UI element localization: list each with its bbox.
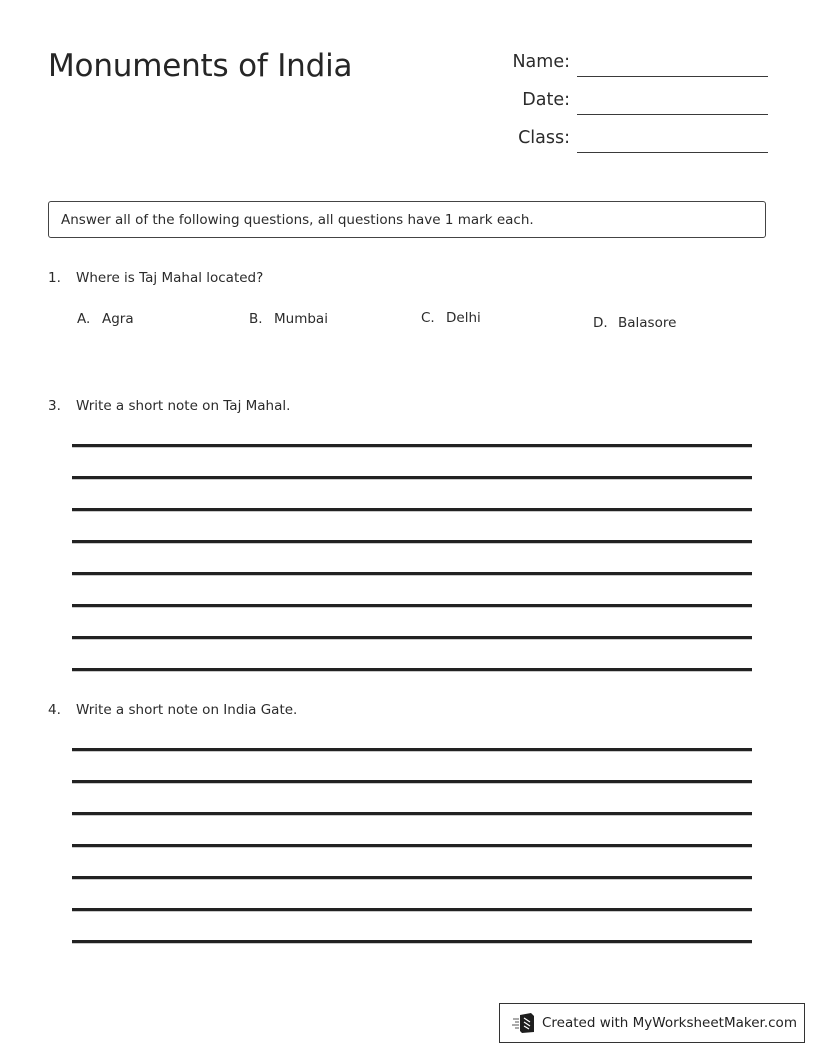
worksheet-title: Monuments of India (48, 48, 353, 84)
question-1 (48, 270, 768, 340)
answer-line (72, 812, 752, 815)
answer-line (72, 604, 752, 607)
option-text: Delhi (446, 310, 481, 326)
student-info-fields (490, 50, 770, 164)
answer-area-question-4[interactable] (72, 748, 752, 948)
class-label: Class: (518, 128, 570, 148)
date-label: Date: (522, 90, 570, 110)
answer-line (72, 780, 752, 783)
answer-line (72, 908, 752, 911)
footer-credit[interactable] (499, 1003, 805, 1043)
answer-line (72, 940, 752, 943)
option-text: Mumbai (274, 311, 328, 327)
answer-line (72, 508, 752, 511)
answer-line (72, 572, 752, 575)
question-3 (48, 398, 768, 418)
footer-text: Created with MyWorksheetMaker.com (542, 1015, 797, 1031)
option-a[interactable] (77, 311, 134, 327)
option-letter: D. (593, 315, 608, 331)
class-input-line[interactable] (577, 152, 768, 153)
question-number: 3. (48, 398, 61, 414)
option-letter: B. (249, 311, 263, 327)
answer-line (72, 540, 752, 543)
question-text: Where is Taj Mahal located? (76, 270, 264, 286)
answer-line (72, 844, 752, 847)
name-label: Name: (512, 52, 570, 72)
answer-line (72, 476, 752, 479)
question-text: Write a short note on Taj Mahal. (76, 398, 291, 414)
answer-line (72, 636, 752, 639)
answer-line (72, 876, 752, 879)
question-4 (48, 702, 768, 722)
option-text: Balasore (618, 315, 677, 331)
answer-line (72, 668, 752, 671)
question-text: Write a short note on India Gate. (76, 702, 298, 718)
answer-line (72, 748, 752, 751)
option-c[interactable] (421, 310, 481, 326)
name-field (490, 50, 770, 88)
name-input-line[interactable] (577, 76, 768, 77)
question-number: 1. (48, 270, 61, 286)
worksheet-logo-icon (512, 1012, 536, 1034)
answer-area-question-3[interactable] (72, 444, 752, 674)
option-b[interactable] (249, 311, 328, 327)
date-input-line[interactable] (577, 114, 768, 115)
answer-line (72, 444, 752, 447)
option-letter: A. (77, 311, 91, 327)
question-number: 4. (48, 702, 61, 718)
option-d[interactable] (593, 315, 676, 331)
instructions-box: Answer all of the following questions, all questions have 1 mark each. (48, 201, 766, 238)
date-field (490, 88, 770, 126)
option-text: Agra (102, 311, 134, 327)
class-field (490, 126, 770, 164)
option-letter: C. (421, 310, 435, 326)
